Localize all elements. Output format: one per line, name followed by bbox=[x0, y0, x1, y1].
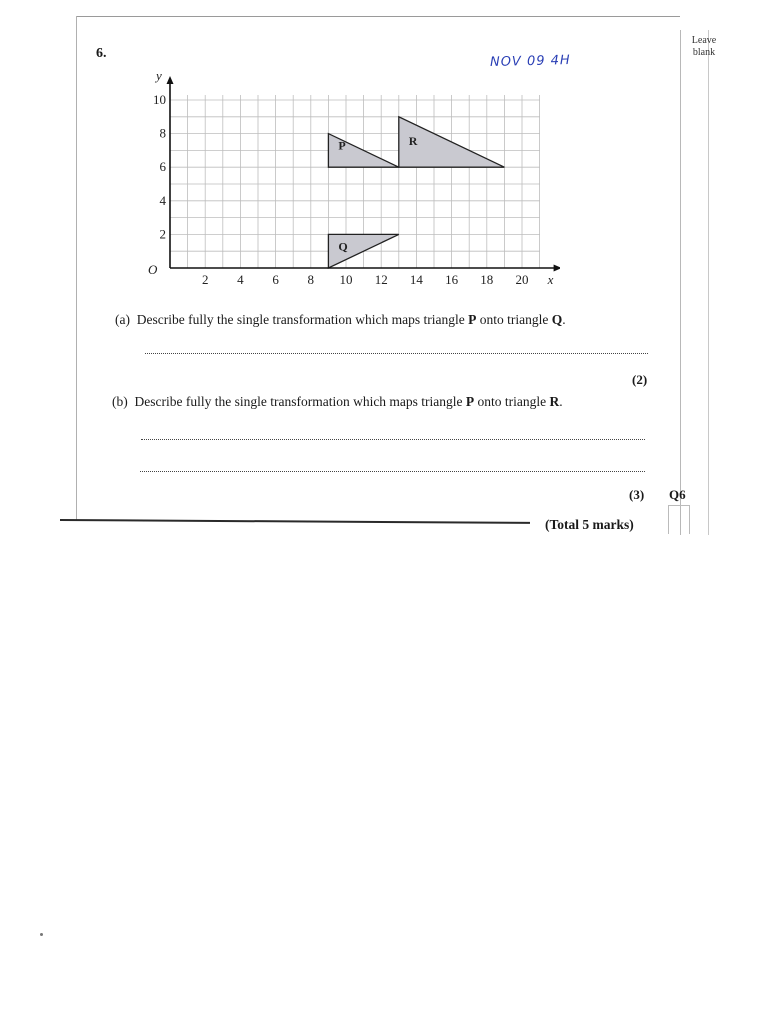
coordinate-grid bbox=[140, 60, 560, 300]
part-a-target: Q bbox=[551, 312, 563, 327]
marks-box bbox=[668, 505, 690, 534]
question-code: Q6 bbox=[669, 487, 686, 502]
triangle-label-r: R bbox=[408, 133, 418, 148]
part-b-mid: onto triangle bbox=[474, 394, 550, 409]
question-number: 6. bbox=[96, 46, 107, 61]
y-tick-label: 2 bbox=[159, 226, 166, 242]
x-tick-label: 2 bbox=[201, 272, 209, 287]
y-tick-label: 6 bbox=[159, 159, 166, 175]
part-b-question bbox=[112, 394, 563, 410]
part-a-mid: onto triangle bbox=[476, 312, 552, 327]
margin-line-outer bbox=[708, 30, 709, 535]
frame-left-border bbox=[76, 16, 77, 520]
part-a-answer-line[interactable] bbox=[145, 352, 648, 354]
leave-blank-label: Leave blank bbox=[691, 35, 717, 58]
x-tick-label: 4 bbox=[237, 272, 244, 287]
part-a-marks: (2) bbox=[632, 372, 648, 387]
margin-line bbox=[680, 30, 681, 535]
x-tick-label: 20 bbox=[515, 272, 529, 287]
x-axis-arrow-icon bbox=[554, 265, 560, 272]
y-tick-label: 4 bbox=[159, 192, 166, 208]
part-a-end: . bbox=[562, 312, 566, 327]
x-tick-label: 6 bbox=[272, 272, 279, 287]
part-b-answer-line-2[interactable] bbox=[140, 470, 645, 472]
part-b-answer-line-1[interactable] bbox=[141, 438, 645, 440]
x-tick-label: 18 bbox=[480, 272, 494, 287]
part-a-question bbox=[115, 312, 566, 328]
scan-speck bbox=[40, 933, 43, 936]
triangle-label-q: Q bbox=[338, 239, 348, 254]
part-a-label: (a) bbox=[115, 312, 130, 327]
y-axis-arrow-icon bbox=[167, 76, 174, 84]
y-tick-label: 10 bbox=[153, 92, 166, 107]
x-tick-label: 12 bbox=[374, 272, 388, 287]
part-b-text: Describe fully the single transformation which maps triangle bbox=[134, 394, 466, 409]
x-tick-label: 8 bbox=[307, 272, 315, 287]
y-axis-letter: y bbox=[156, 68, 162, 83]
part-b-label: (b) bbox=[112, 394, 128, 409]
x-tick-label: 10 bbox=[339, 272, 353, 287]
frame-top-border bbox=[76, 16, 680, 17]
part-a-text: Describe fully the single transformation which maps triangle bbox=[136, 312, 469, 327]
part-a-p: P bbox=[468, 312, 477, 327]
x-tick-label: 14 bbox=[409, 272, 423, 287]
part-b-end: . bbox=[559, 394, 563, 409]
x-axis-letter: x bbox=[547, 272, 554, 287]
part-b-marks: (3) bbox=[629, 487, 645, 502]
frame-bottom-rule bbox=[60, 519, 530, 524]
part-b-target: R bbox=[549, 394, 560, 409]
y-tick-label: 8 bbox=[159, 125, 166, 141]
origin-label: O bbox=[148, 262, 158, 277]
handwritten-note: NOV 09 4H bbox=[489, 52, 571, 71]
total-marks: (Total 5 marks) bbox=[545, 517, 634, 532]
x-tick-label: 16 bbox=[445, 272, 459, 287]
triangle-label-p: P bbox=[338, 138, 346, 153]
part-b-p: P bbox=[465, 394, 475, 409]
